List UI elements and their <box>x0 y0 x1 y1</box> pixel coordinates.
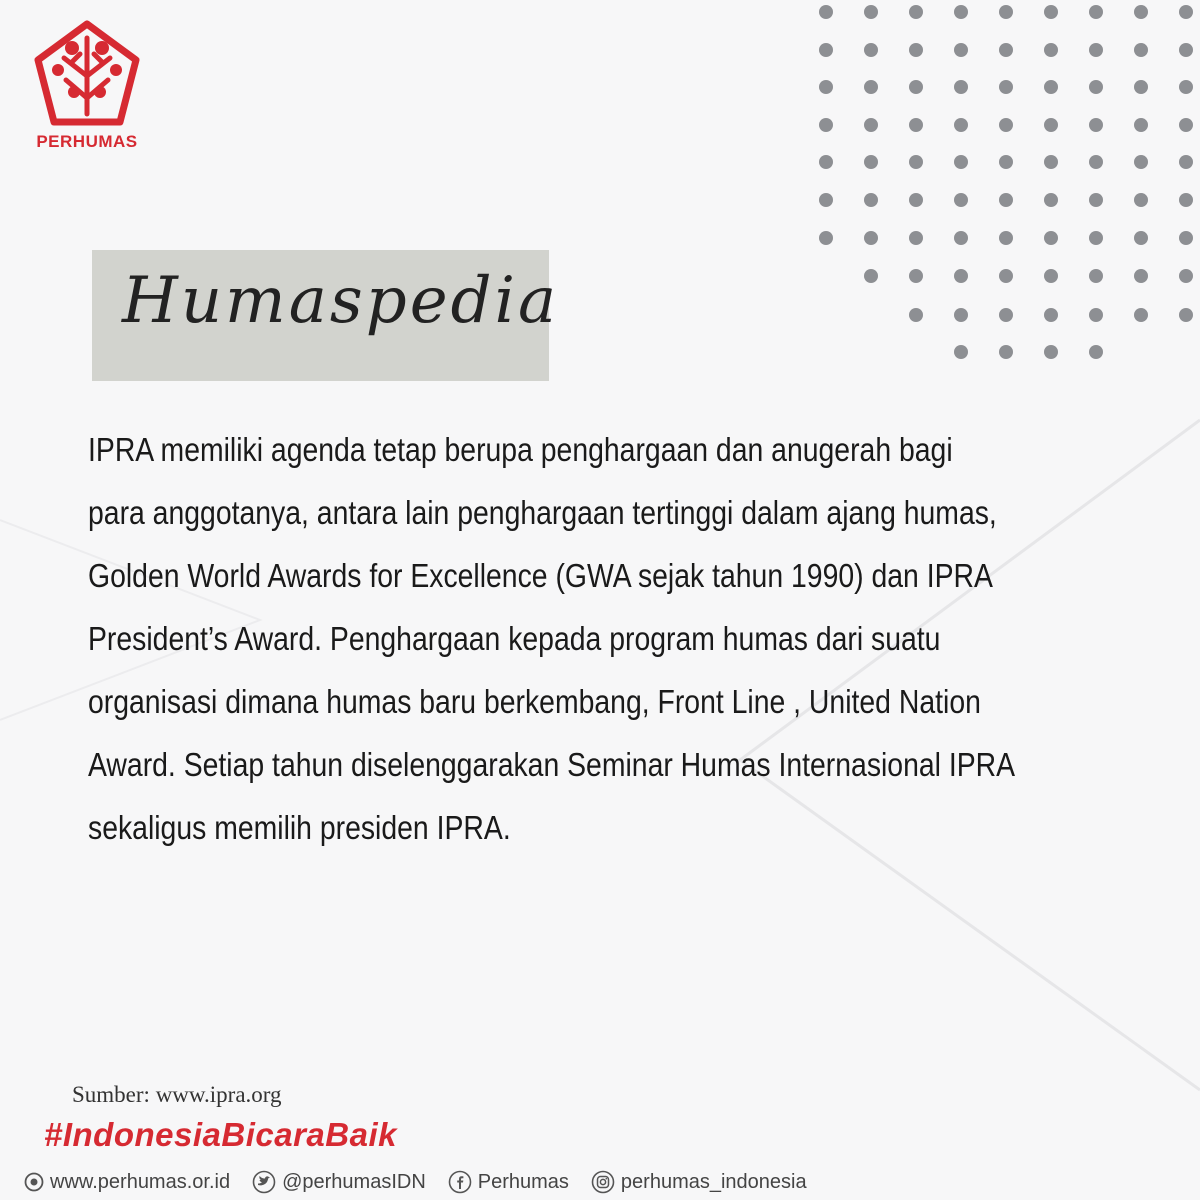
decorative-dot <box>954 269 968 283</box>
decorative-dot <box>999 345 1013 359</box>
facebook-page: Perhumas <box>477 1170 569 1193</box>
decorative-dot <box>999 193 1013 207</box>
decorative-dot <box>954 5 968 19</box>
decorative-dot <box>1044 269 1058 283</box>
decorative-dot <box>999 308 1013 322</box>
twitter-handle: @perhumasIDN <box>282 1170 426 1193</box>
decorative-dot <box>1089 231 1103 245</box>
decorative-dot <box>909 193 923 207</box>
article-body <box>88 418 1017 859</box>
decorative-dot <box>999 80 1013 94</box>
decorative-dot <box>864 231 878 245</box>
decorative-dot <box>954 345 968 359</box>
decorative-dot <box>819 80 833 94</box>
body-line: organisasi dimana humas baru berkembang, Front Line , United Nation <box>88 683 981 720</box>
decorative-dot <box>1089 118 1103 132</box>
instagram-link[interactable] <box>591 1170 807 1194</box>
decorative-dot <box>819 43 833 57</box>
decorative-dot <box>999 231 1013 245</box>
decorative-dot <box>1179 5 1193 19</box>
decorative-dot <box>819 193 833 207</box>
decorative-dot <box>954 118 968 132</box>
decorative-dot <box>1044 43 1058 57</box>
title-banner <box>92 250 560 381</box>
decorative-dot <box>909 269 923 283</box>
decorative-dot <box>1134 118 1148 132</box>
decorative-dot <box>999 155 1013 169</box>
decorative-dot <box>1134 80 1148 94</box>
body-line: Award. Setiap tahun diselenggarakan Seminar Humas Internasional IPRA <box>88 746 1016 783</box>
decorative-dot <box>1089 308 1103 322</box>
decorative-dot <box>864 80 878 94</box>
globe-icon <box>24 1172 44 1192</box>
body-line: sekaligus memilih presiden IPRA. <box>88 809 511 846</box>
decorative-dot <box>1134 193 1148 207</box>
decorative-dot <box>999 43 1013 57</box>
body-line: President’s Award. Penghargaan kepada program humas dari suatu <box>88 620 941 657</box>
twitter-icon <box>252 1170 276 1194</box>
facebook-link[interactable] <box>448 1170 569 1194</box>
decorative-dot <box>909 43 923 57</box>
decorative-dot <box>954 193 968 207</box>
decorative-dot <box>1044 80 1058 94</box>
facebook-icon <box>448 1170 472 1194</box>
decorative-dot <box>1134 231 1148 245</box>
decorative-dot <box>909 118 923 132</box>
decorative-dot <box>1134 43 1148 57</box>
decorative-dot <box>954 80 968 94</box>
decorative-dot <box>1134 269 1148 283</box>
decorative-dot <box>819 5 833 19</box>
decorative-dot <box>1044 231 1058 245</box>
decorative-dot <box>1179 118 1193 132</box>
decorative-dot <box>909 155 923 169</box>
social-footer <box>24 1166 807 1198</box>
body-line: Golden World Awards for Excellence (GWA sejak tahun 1990) dan IPRA <box>88 557 993 594</box>
body-line: para anggotanya, antara lain penghargaan tertinggi dalam ajang humas, <box>88 494 997 531</box>
page-title: Humaspedia <box>122 264 560 338</box>
decorative-dot <box>909 5 923 19</box>
decorative-dot <box>864 269 878 283</box>
decorative-dot <box>1179 308 1193 322</box>
decorative-dot <box>1089 193 1103 207</box>
twitter-link[interactable] <box>252 1170 426 1194</box>
instagram-handle: perhumas_indonesia <box>620 1170 807 1193</box>
decorative-dot <box>1089 5 1103 19</box>
instagram-icon <box>591 1170 615 1194</box>
perhumas-emblem-icon <box>28 18 146 130</box>
decorative-dot <box>1089 345 1103 359</box>
body-line: IPRA memiliki agenda tetap berupa penghargaan dan anugerah bagi <box>88 431 953 468</box>
decorative-dot <box>909 80 923 94</box>
perhumas-logo <box>22 18 152 158</box>
website-text: www.perhumas.or.id <box>50 1170 231 1193</box>
decorative-dot <box>1134 5 1148 19</box>
decorative-dot <box>819 231 833 245</box>
decorative-dot <box>954 308 968 322</box>
decorative-dot <box>1134 155 1148 169</box>
website-link[interactable] <box>24 1171 230 1194</box>
decorative-dot <box>1179 269 1193 283</box>
decorative-dot <box>1179 193 1193 207</box>
decorative-dot <box>954 155 968 169</box>
decorative-dot <box>1089 80 1103 94</box>
decorative-dot <box>1179 231 1193 245</box>
decorative-dot <box>1134 308 1148 322</box>
decorative-dot <box>819 118 833 132</box>
decorative-dot <box>1044 118 1058 132</box>
brand-name: PERHUMAS <box>36 132 138 151</box>
decorative-dot <box>864 155 878 169</box>
decorative-dot <box>999 269 1013 283</box>
decorative-dot <box>1089 269 1103 283</box>
decorative-dot <box>909 231 923 245</box>
decorative-dot <box>864 43 878 57</box>
decorative-dot <box>1044 193 1058 207</box>
decorative-dot <box>999 118 1013 132</box>
decorative-dot <box>1089 43 1103 57</box>
campaign-hashtag: #IndonesiaBicaraBaik <box>44 1116 397 1153</box>
decorative-dot <box>1179 43 1193 57</box>
decorative-dot <box>864 118 878 132</box>
decorative-dot <box>1179 155 1193 169</box>
decorative-dot <box>1044 155 1058 169</box>
decorative-dot <box>1044 308 1058 322</box>
decorative-dot <box>1044 5 1058 19</box>
decorative-dot <box>954 43 968 57</box>
decorative-dot <box>864 5 878 19</box>
decorative-dot <box>1044 345 1058 359</box>
decorative-dot <box>909 308 923 322</box>
decorative-dot <box>1089 155 1103 169</box>
decorative-dot <box>864 193 878 207</box>
decorative-dot <box>819 155 833 169</box>
decorative-dot <box>1179 80 1193 94</box>
decorative-dot <box>954 231 968 245</box>
source-credit: Sumber: www.ipra.org <box>72 1082 282 1107</box>
decorative-dot <box>999 5 1013 19</box>
